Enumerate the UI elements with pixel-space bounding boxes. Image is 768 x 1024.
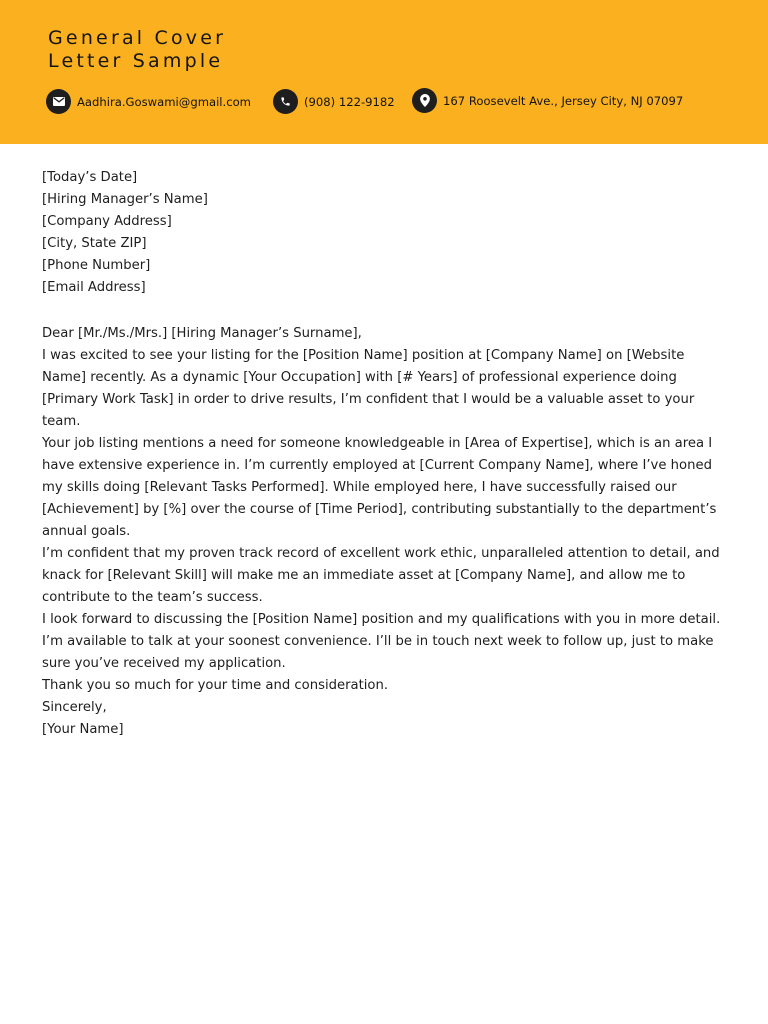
contact-phone [273, 89, 395, 114]
signature: [Your Name] [42, 722, 124, 737]
page-title [48, 27, 226, 72]
paragraph-skills: I’m confident that my proven track record of excellent work ethic, unparalleled attention to detail, and knack for [Relevant Skill] will make me an immediate asset at [Company Name], and allow me to contribute to the team’s success. [42, 546, 720, 605]
phone-text: (908) 122-9182 [304, 94, 395, 109]
letter-date: [Today’s Date] [42, 170, 138, 185]
location-pin-icon [412, 88, 437, 113]
recipient-company-address: [Company Address] [42, 214, 172, 229]
recipient-city-state-zip: [City, State ZIP] [42, 236, 147, 251]
contact-address [412, 88, 683, 113]
salutation: Dear [Mr./Ms./Mrs.] [Hiring Manager’s Surname], [42, 326, 362, 341]
paragraph-intro: I was excited to see your listing for the [Position Name] position at [Company Name] on [Website Name] recently. As a dynamic [Your Occupation] with [# Years] of professional experience doing [Primary Work Task] in order to drive results, I’m confident that I would be a valuable asset to your team. [42, 348, 695, 429]
recipient-block [42, 189, 732, 299]
recipient-phone: [Phone Number] [42, 258, 151, 273]
title-line-1: General Cover [48, 27, 227, 49]
address-text: 167 Roosevelt Ave., Jersey City, NJ 07097 [443, 93, 684, 108]
header-banner [0, 0, 768, 144]
paragraph-experience: Your job listing mentions a need for someone knowledgeable in [Area of Expertise], which is an area I have extensive experience in. I’m currently employed at [Current Company Name], where I’ve honed my skills doing [Relevant Tasks Performed]. While employed here, I have successfully raised our [Achievement] by [%] over the course of [Time Period], contributing substantially to the department’s annual goals. [42, 436, 717, 539]
title-line-2: Letter Sample [48, 49, 224, 72]
closing: Sincerely, [42, 700, 107, 715]
email-text: Aadhira.Goswami@gmail.com [77, 94, 251, 109]
phone-icon [273, 89, 298, 114]
recipient-email: [Email Address] [42, 280, 146, 295]
email-icon [46, 89, 71, 114]
recipient-name: [Hiring Manager’s Name] [42, 192, 208, 207]
paragraph-follow-up: I look forward to discussing the [Position Name] position and my qualifications with you in more detail. I’m available to talk at your soonest convenience. I’ll be in touch next week to follow up, just to make sure you’ve received my application. [42, 612, 721, 671]
letter-body [42, 167, 732, 741]
contact-email [46, 89, 251, 114]
paragraph-thanks: Thank you so much for your time and consideration. [42, 678, 389, 693]
